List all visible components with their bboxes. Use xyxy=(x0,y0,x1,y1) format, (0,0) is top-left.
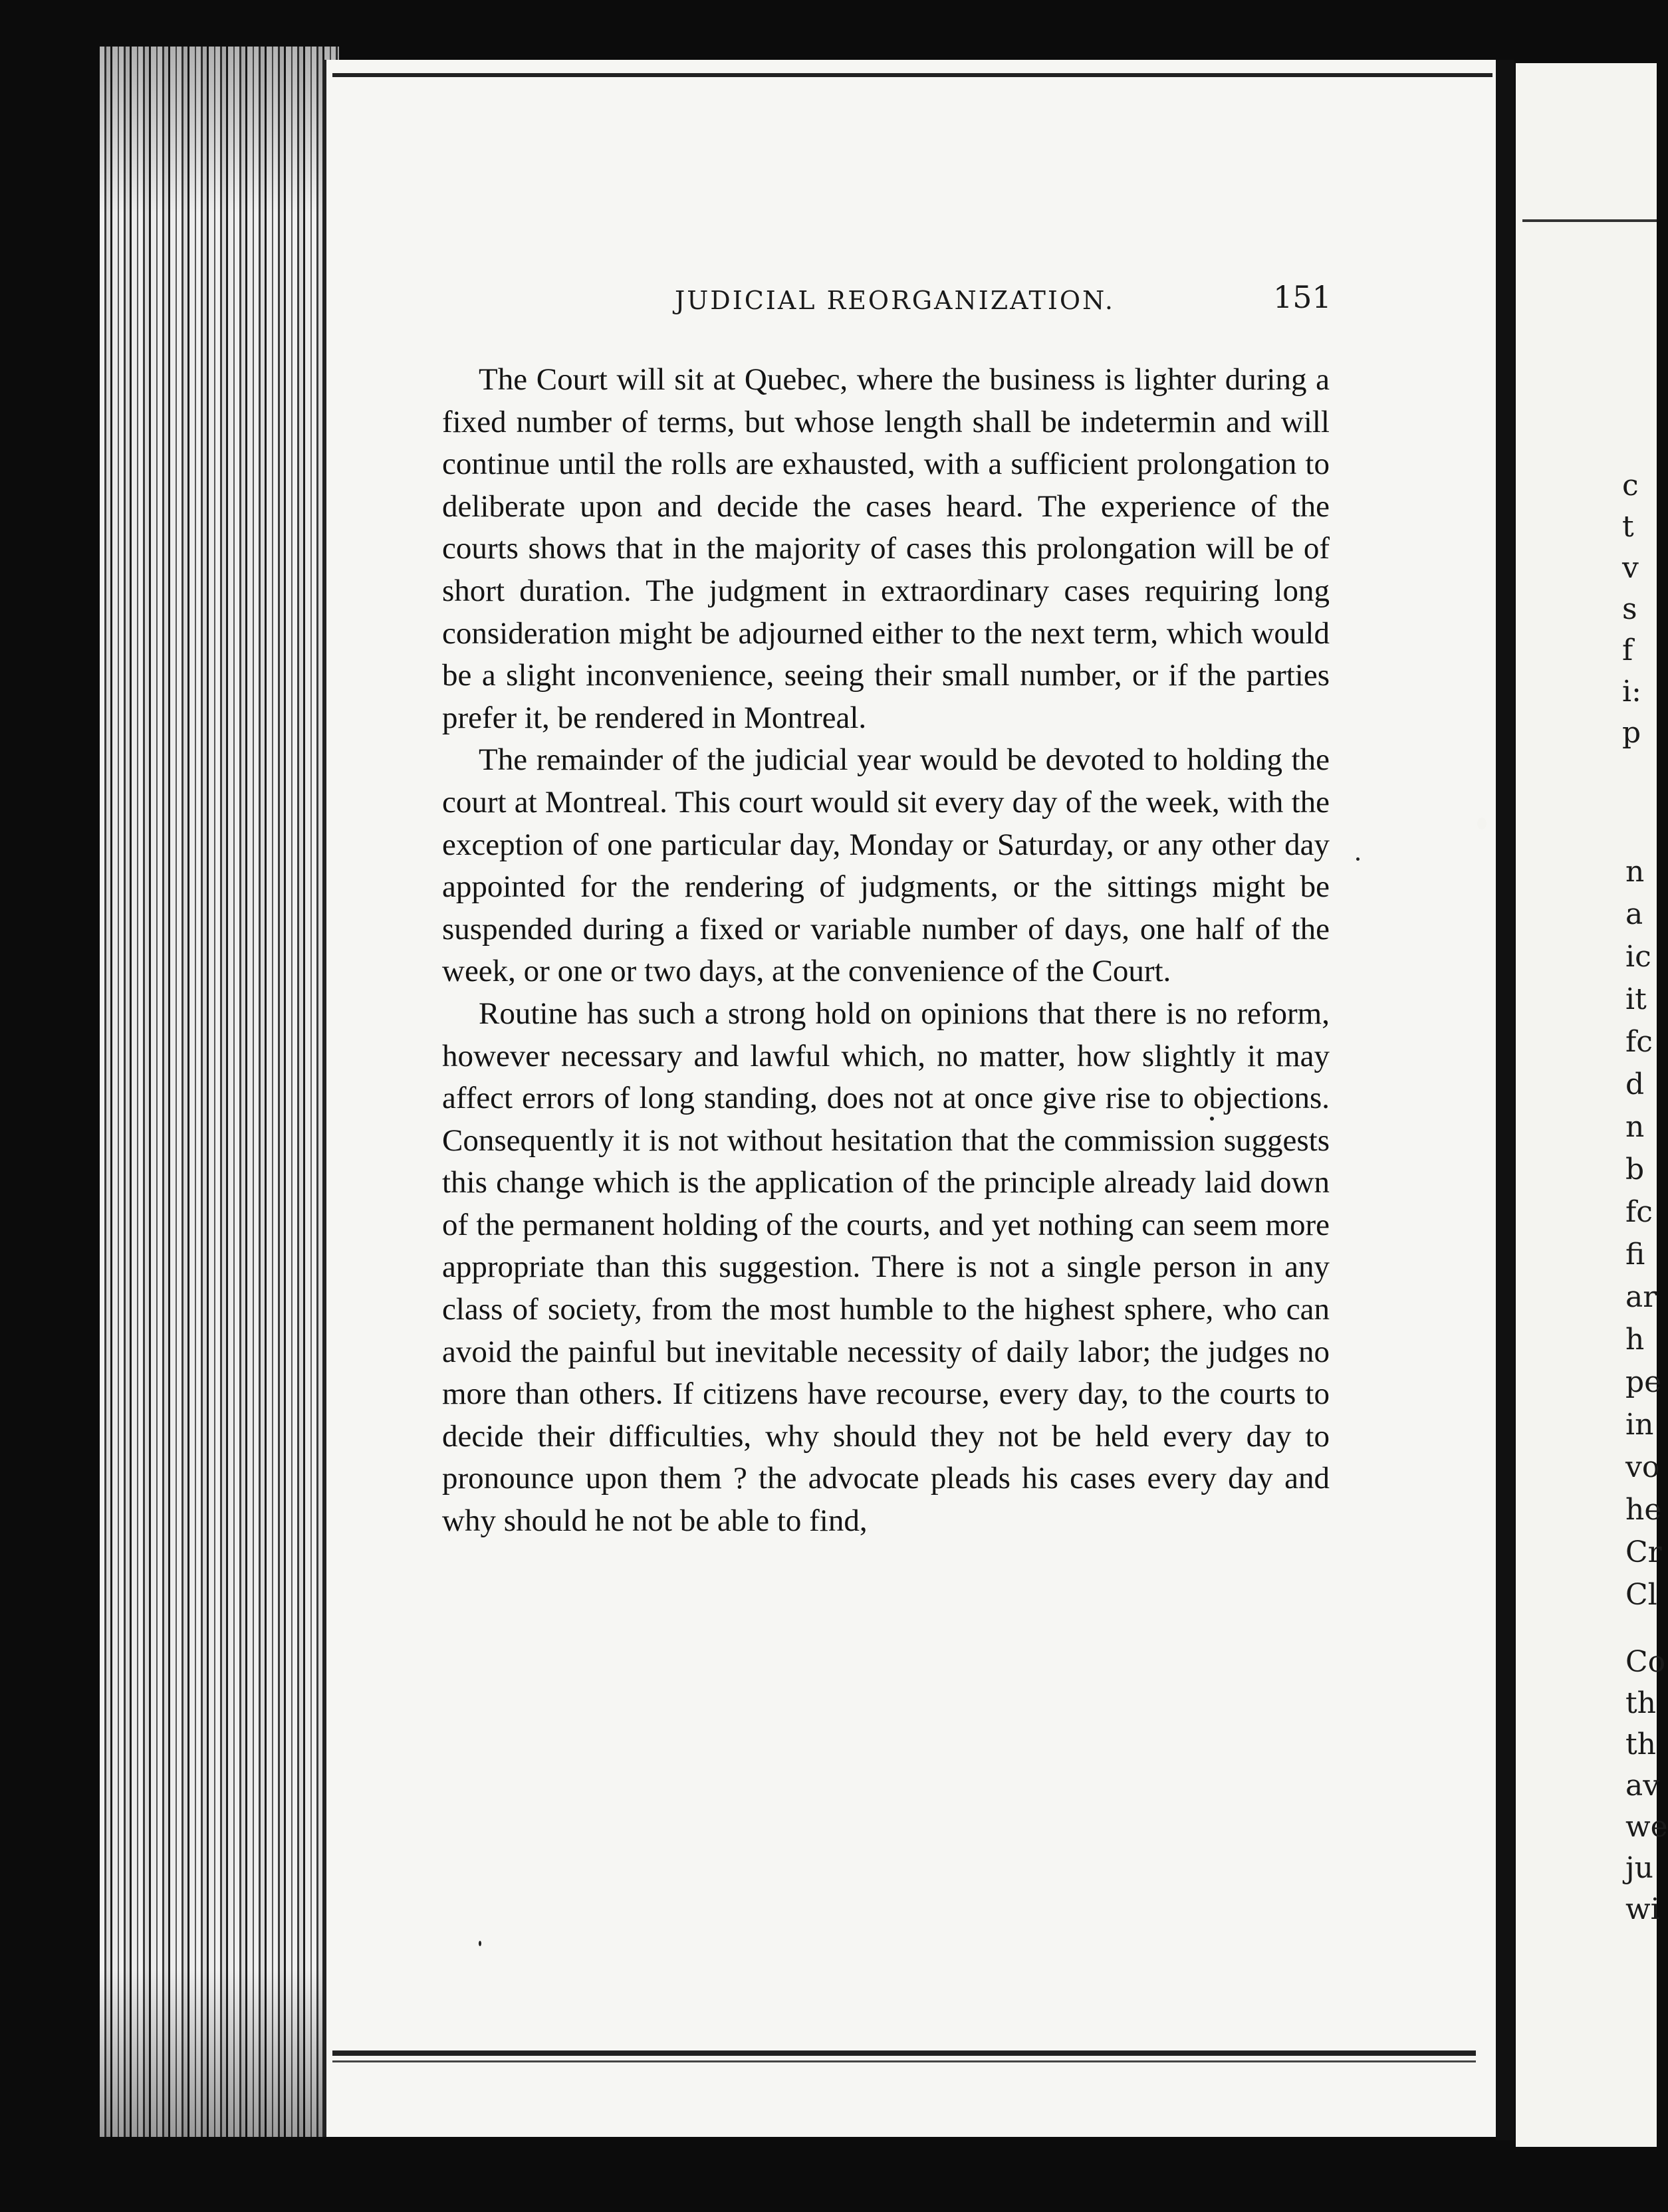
facing-fragment: we xyxy=(1625,1810,1668,1844)
facing-page-fragments-b xyxy=(1625,851,1662,1616)
page-bottom-rule-thin xyxy=(332,2060,1476,2062)
facing-fragment: wi xyxy=(1625,1892,1660,1926)
facing-fragment: v xyxy=(1622,551,1639,585)
facing-fragment: ar xyxy=(1625,1280,1657,1314)
facing-fragment: p xyxy=(1622,716,1641,750)
facing-fragment: th xyxy=(1625,1727,1657,1761)
facing-fragment: ju xyxy=(1625,1851,1653,1885)
facing-fragment: f xyxy=(1622,633,1633,667)
facing-fragment: fi xyxy=(1625,1238,1645,1272)
facing-fragment: he xyxy=(1625,1493,1662,1527)
facing-fragment: i: xyxy=(1622,675,1641,709)
scan-speck xyxy=(1477,818,1487,830)
page-bottom-rule xyxy=(332,2050,1476,2056)
running-head: JUDICIAL REORGANIZATION. xyxy=(675,286,1115,315)
facing-fragment: Co xyxy=(1625,1645,1666,1679)
paragraph: The Court will sit at Quebec, where the business is lighter during a fixed number of terms, but whose length shall be indetermin and will continue until the rolls are exhausted, with a sufficient prolongation to deliberate upon and decide the cases heard. The experience of the courts shows that in the majority of cases this prolongation will be of short duration. The judgment in extraordinary cases requiring long consideration might be adjourned either to the next term, which would be a slight inconvenience, seeing their small number, or if the parties prefer it, be rendered in Montreal. xyxy=(442,362,1330,735)
facing-fragment: h xyxy=(1625,1323,1645,1357)
scan-speck xyxy=(1356,857,1360,861)
facing-fragment: vo xyxy=(1625,1450,1660,1484)
page-number: 151 xyxy=(1273,279,1332,315)
book-gutter xyxy=(1496,60,1514,2140)
paragraph: The remainder of the judicial year would be devoted to holding the court at Montreal. This court would sit every day of the week, with the exception of one particular day, Monday or Saturday, or any other day appointed for the rendering of judgments, or the sittings might be suspended during a fixed or variable number of days, one half of the week, or one or two days, at the convenience of the Court. xyxy=(442,742,1330,989)
facing-fragment: s xyxy=(1622,592,1637,626)
facing-fragment: a xyxy=(1625,897,1643,931)
scan-speck xyxy=(1210,1117,1214,1121)
page-top-rule xyxy=(332,73,1492,77)
stacked-page-edges xyxy=(100,47,339,2137)
facing-fragment: Cl xyxy=(1625,1578,1657,1612)
facing-fragment: th xyxy=(1625,1686,1657,1720)
facing-fragment: it xyxy=(1625,982,1647,1016)
facing-fragment: fc xyxy=(1625,1195,1653,1229)
facing-fragment: ic xyxy=(1625,940,1651,974)
facing-page-fragments-c xyxy=(1625,1642,1668,1930)
facing-fragment: t xyxy=(1622,510,1634,544)
facing-fragment: n xyxy=(1625,855,1645,889)
facing-fragment: in xyxy=(1625,1408,1654,1442)
facing-fragment: b xyxy=(1625,1153,1645,1186)
facing-fragment: fc xyxy=(1625,1025,1653,1059)
facing-fragment: n xyxy=(1625,1110,1645,1144)
facing-fragment: Cr xyxy=(1625,1535,1662,1569)
facing-fragment: c xyxy=(1622,469,1639,502)
facing-fragment: av xyxy=(1625,1769,1660,1803)
body-text xyxy=(442,359,1330,1543)
paragraph: Routine has such a strong hold on opinions that there is no reform, however necessary and lawful which, no matter, how slightly it may affect errors of long standing, does not at once give rise to objections. Consequently it is not without hesitation that the commission suggests this change which is the application of the principle already laid down of the permanent holding of the courts, and yet nothing can seem more appropriate than this suggestion. There is not a single person in any class of society, from the most humble to the highest sphere, who can avoid the painful but inevitable necessity of daily labor; the judges no more than others. If citizens have recourse, every day, to the courts to decide their difficulties, why should they not be held every day to pronounce upon them ? the advocate pleads his cases every day and why should he not be able to find, xyxy=(442,996,1330,1539)
facing-page-fragments-a xyxy=(1622,465,1657,754)
facing-fragment: d xyxy=(1625,1067,1645,1101)
facing-page-rule xyxy=(1522,219,1657,222)
scan-speck xyxy=(479,1941,481,1946)
facing-fragment: pe xyxy=(1625,1365,1662,1399)
